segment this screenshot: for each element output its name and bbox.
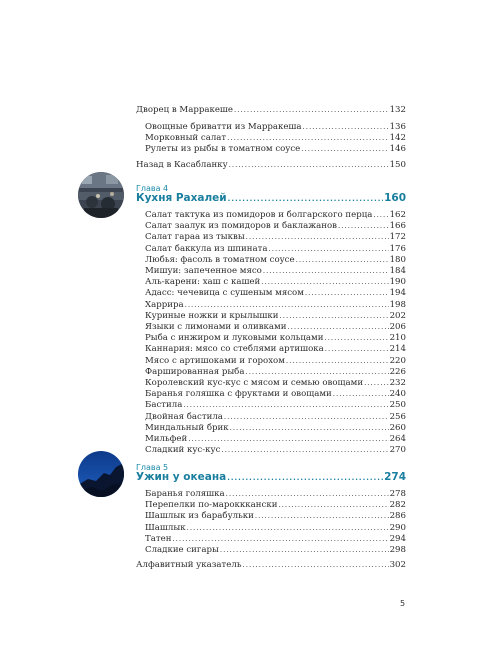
toc-entry-page: 136 [389, 122, 406, 132]
index-title: Алфавитный указатель [136, 560, 242, 570]
dot-leader [246, 232, 389, 243]
toc-entry-title: Салат гараа из тыквы [145, 232, 245, 243]
chapter5-title-row[interactable] [136, 472, 406, 484]
toc-entry-title: Баранья голяшка с фруктами и овощами [145, 389, 332, 400]
toc-entry-title: Каннария: мясо со стеблями артишока [145, 344, 324, 355]
toc-entry-title: Татен [145, 533, 172, 544]
toc-entry-title: Фаршированная рыба [145, 366, 245, 377]
toc-entry[interactable] [145, 489, 406, 500]
toc-entry[interactable] [145, 266, 406, 277]
toc-entry[interactable] [145, 221, 406, 232]
toc-entry[interactable] [145, 277, 406, 288]
toc-entry-page: 202 [389, 310, 406, 321]
toc-entry-title: Перепелки по-марокккански [145, 500, 278, 511]
ocean-cliff-photo-icon [78, 451, 124, 497]
dot-leader [364, 378, 389, 389]
toc-entry-page: 190 [389, 277, 406, 288]
toc-entry[interactable] [145, 344, 406, 355]
toc-entry-title: Бастила [145, 400, 183, 411]
toc-entry-page: 220 [389, 355, 406, 366]
toc-entry-title: Мишуи: запеченное мясо [145, 266, 262, 276]
toc-entry-title: Миндальный брик [145, 422, 229, 433]
dot-leader [280, 311, 389, 322]
dot-leader [245, 367, 388, 378]
dot-leader [226, 489, 389, 500]
toc-entry-page: 146 [389, 144, 406, 154]
dot-leader [183, 400, 388, 411]
toc-entry-title: Шашлык [145, 522, 186, 533]
toc-entry-title: Любья: фасоль в томатном соусе [145, 254, 295, 265]
toc-entry-page: 298 [389, 545, 406, 555]
dot-leader [303, 122, 389, 133]
toc-entry-page: 278 [389, 489, 406, 499]
toc-entry-title: Харрира [145, 299, 184, 310]
dot-leader [220, 545, 389, 556]
toc-entry-title: Рулеты из рыбы в томатном соусе [145, 144, 301, 154]
toc-entry-page: 294 [389, 533, 406, 544]
page-number: 5 [400, 599, 406, 608]
toc-entry[interactable] [145, 434, 406, 445]
toc-entry[interactable] [145, 288, 406, 299]
dot-leader [269, 244, 389, 255]
toc-entry-page: 240 [389, 389, 406, 400]
toc-entry-title: Двойная бастила [145, 411, 223, 422]
dot-leader [255, 511, 389, 522]
toc-entry[interactable] [145, 400, 406, 411]
dot-leader [286, 356, 389, 367]
toc-entry-page: 290 [389, 522, 406, 533]
toc-entry-page: 214 [389, 344, 406, 355]
toc-entry-page: 270 [389, 445, 406, 456]
toc-entry-page: 176 [389, 243, 406, 254]
toc-entry-page: 150 [389, 160, 406, 170]
dot-leader [338, 221, 389, 232]
toc-entry-title: Мильфей [145, 434, 188, 444]
toc-entry-page: 264 [389, 434, 406, 444]
toc-entry[interactable] [145, 423, 406, 434]
toc-entry[interactable] [145, 523, 406, 534]
dot-leader [296, 255, 389, 266]
toc-entry[interactable] [145, 356, 406, 367]
toc-entry[interactable] [145, 500, 406, 511]
dot-leader [278, 500, 388, 511]
dot-leader [324, 333, 388, 344]
dot-leader [333, 389, 389, 400]
toc-entry-page: 132 [389, 105, 406, 115]
toc-entry-page: 162 [389, 210, 406, 220]
toc-entry-page: 250 [389, 400, 406, 411]
toc-entry-page: 232 [389, 378, 406, 388]
toc-entry[interactable] [145, 244, 406, 255]
toc-entry-title: Сладкие сигары [145, 545, 219, 555]
toc-entry-title: Языки с лимонами и оливками [145, 322, 287, 332]
dot-leader [373, 210, 388, 221]
toc-entry-title: Мясо с артишоками и горохом [145, 355, 285, 366]
toc-entry-page: 286 [389, 511, 406, 522]
chapter5-label: Глава 5 [136, 463, 169, 472]
toc-entry-title: Баранья голяшка [145, 489, 225, 499]
toc-entry[interactable] [145, 322, 406, 333]
dot-leader [325, 344, 389, 355]
toc-entry[interactable] [145, 389, 406, 400]
toc-entry[interactable] [145, 445, 406, 456]
toc-entry-title: Салат баккула из шпината [145, 243, 268, 254]
toc-entry-page: 198 [389, 299, 406, 310]
dot-leader [234, 105, 389, 116]
toc-entry-title: Адасс: чечевица с сушеным мясом [145, 288, 304, 299]
toc-entry-title: Куриные ножки и крылышки [145, 310, 279, 321]
toc-entry-title: Назад в Касабланку [136, 160, 228, 170]
toc-entry-title: Дворец в Марракеше [136, 105, 233, 115]
chapter4-title: Кухня Рахалей [136, 192, 227, 204]
toc-entry-page: 172 [389, 232, 406, 243]
dot-leader [187, 523, 389, 534]
toc-entry[interactable] [145, 412, 406, 423]
dot-leader [221, 445, 388, 456]
toc-entry[interactable] [145, 300, 406, 311]
toc-entry-title: Салат заалук из помидоров и баклажанов [145, 221, 337, 232]
dot-leader [305, 288, 389, 299]
toc-entry-title: Королевский кус-кус с мясом и семью овощами [145, 378, 364, 388]
toc-entry-page: 184 [389, 266, 406, 276]
toc-entry[interactable] [145, 378, 406, 389]
toc-entry[interactable] [145, 122, 406, 133]
toc-entry-page: 142 [389, 133, 406, 143]
dot-leader [263, 266, 389, 277]
dot-leader [301, 144, 388, 155]
toc-entry-page: 194 [389, 288, 406, 299]
index-entry[interactable] [136, 560, 406, 571]
dot-leader [287, 322, 388, 333]
toc-entry-title: Аль-карени: хаш с кашей [145, 277, 261, 288]
toc-entry-title: Шашлык из барабульки [145, 511, 254, 522]
toc-entry-title: Морковный салат [145, 133, 227, 143]
chapter5-page: 274 [384, 471, 406, 483]
toc-entry[interactable] [145, 545, 406, 556]
toc-entry[interactable] [145, 144, 406, 155]
dot-leader [261, 277, 388, 288]
dot-leader [230, 423, 389, 434]
toc-entry[interactable] [145, 133, 406, 144]
toc-entry-page: 260 [389, 422, 406, 433]
toc-entry[interactable] [145, 210, 406, 221]
index-page: 302 [389, 560, 406, 570]
toc-entry[interactable] [145, 511, 406, 522]
toc-entry[interactable] [136, 160, 406, 171]
toc-entry-title: Рыба с инжиром и луковыми кольцами [145, 333, 324, 344]
toc-entry-title: Овощные бриватти из Марракеша [145, 122, 302, 132]
chapter4-title-row[interactable] [136, 193, 406, 205]
chapter5-title: Ужин у океана [136, 471, 227, 483]
toc-entry-page: 256 [389, 411, 406, 422]
kitchen-photo-icon [78, 172, 124, 218]
toc-entry[interactable] [145, 367, 406, 378]
toc-entry-title: Салат тактука из помидоров и болгарского перца [145, 210, 373, 220]
toc-entry-title: Сладкий кус-кус [145, 445, 221, 456]
toc-entry-page: 282 [389, 500, 406, 511]
toc-entry[interactable] [145, 311, 406, 322]
dot-leader [172, 534, 388, 545]
toc-entry-page: 210 [389, 333, 406, 344]
chapter4-label: Глава 4 [136, 184, 169, 193]
chapter4-page: 160 [384, 192, 406, 204]
toc-entry[interactable] [145, 534, 406, 545]
toc-entry[interactable] [145, 255, 406, 266]
dot-leader [185, 300, 389, 311]
dot-leader [188, 434, 388, 445]
dot-leader [227, 133, 388, 144]
toc-entry-page: 180 [389, 254, 406, 265]
toc-entry-page: 226 [389, 366, 406, 377]
toc-entry[interactable] [136, 105, 406, 116]
dot-leader [229, 160, 389, 171]
toc-entry[interactable] [145, 333, 406, 344]
dot-leader [224, 412, 389, 423]
toc-entry-page: 166 [389, 221, 406, 232]
toc-entry[interactable] [145, 232, 406, 243]
toc-entry-page: 206 [389, 322, 406, 332]
